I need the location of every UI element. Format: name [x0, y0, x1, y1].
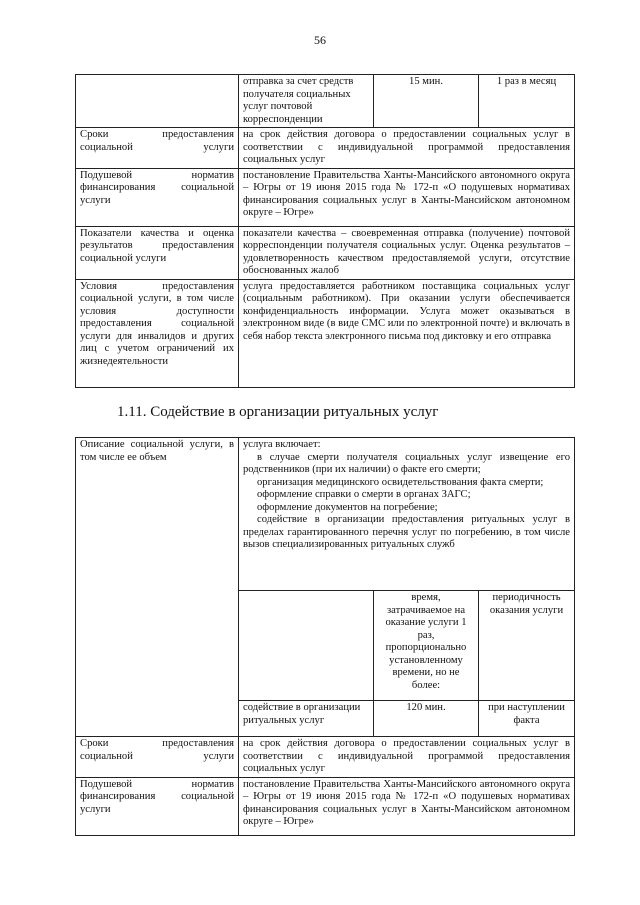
row-value: на срок действия договора о предоставлении социальных услуг в соответствии с индивидуальной программой предоставления социальных услуг	[239, 128, 575, 169]
row-label: Сроки предоставления социальной услуги	[76, 128, 239, 169]
table-row	[76, 226, 575, 279]
subservice-periodicity: при наступлении факта	[479, 701, 575, 737]
row-value: постановление Правительства Ханты-Мансийского автономного округа – Югры от 19 июня 2015 года № 172-п «О подушевых нормативах финансирования социальных услуг в Ханты-Мансийском автономном округе – Югре»	[239, 168, 575, 226]
page-number: 56	[314, 33, 326, 47]
row-label: Описание социальной услуги, в том числе ее объем	[76, 438, 239, 737]
row-label: Подушевой норматив финансирования социальной услуги	[76, 168, 239, 226]
row-label: Условия предоставления социальной услуги, в том числе условия доступности предоставления социальной услуги для инвалидов и других лиц с учетом ограничений их жизнедеятельности	[76, 279, 239, 387]
services-table	[75, 437, 575, 836]
description-item: организация медицинского освидетельствования факта смерти;	[257, 476, 544, 488]
services-table-continued	[75, 74, 575, 388]
description-item: в случае смерти получателя социальных услуг извещение его родственников (при их наличии) о факте его смерти;	[243, 451, 571, 475]
row-value: на срок действия договора о предоставлении социальных услуг в соответствии с индивидуальной программой предоставления социальных услуг	[239, 737, 575, 778]
subservice-periodicity: 1 раз в месяц	[479, 75, 575, 128]
header-time: время, затрачиваемое на оказание услуги 1 раз, пропорционально установленному времени, но не более:	[374, 591, 479, 701]
row-label: Сроки предоставления социальной услуги	[76, 737, 239, 778]
row-label: Подушевой норматив финансирования социальной услуги	[76, 777, 239, 835]
empty-label-cell	[76, 75, 239, 128]
description-item: содействие в организации предоставления ритуальных услуг в пределах гарантированного перечня услуг по погребению, в том числе вызов специализированных ритуальных служб	[243, 514, 571, 550]
row-value: услуга предоставляется работником поставщика социальных услуг (социальным работником). При оказании услуги обеспечивается конфиденциальность информации. Услуга может оказываться в электронном виде (в виде СМС или по электронной почте) и включать в себя набор текста электронного письма под диктовку и его отправка	[239, 279, 575, 387]
table-row	[76, 438, 575, 591]
description-intro: услуга включает:	[243, 439, 321, 450]
subservice-time: 120 мин.	[374, 701, 479, 737]
row-label: Показатели качества и оценка результатов предоставления социальной услуги	[76, 226, 239, 279]
table-row	[76, 279, 575, 387]
table-row	[76, 168, 575, 226]
table-row	[76, 777, 575, 835]
table-row	[76, 75, 575, 128]
description-item: оформление документов на погребение;	[257, 501, 438, 513]
service-description	[239, 438, 575, 591]
row-value: постановление Правительства Ханты-Мансийского автономного округа – Югры от 19 июня 2015 года № 172-п «О подушевых нормативах финансирования социальных услуг в Ханты-Мансийском автономном округе – Югре»	[239, 777, 575, 835]
table-row	[76, 737, 575, 778]
section-title: 1.11. Содействие в организации ритуальных услуг	[117, 404, 439, 420]
header-periodicity: периодичность оказания услуги	[479, 591, 575, 701]
empty-cell	[239, 591, 374, 701]
row-value: показатели качества – своевременная отправка (получение) почтовой корреспонденции получателя социальных услуг. Оценка результатов – удовлетворенность качеством предоставляемой услуги, отсутствие обоснованных жалоб	[239, 226, 575, 279]
subservice-name: отправка за счет средств получателя социальных услуг почтовой корреспонденции	[239, 75, 374, 128]
subservice-time: 15 мин.	[374, 75, 479, 128]
description-item: оформление справки о смерти в органах ЗАГС;	[257, 489, 471, 500]
subservice-name: содействие в организации ритуальных услуг	[239, 701, 374, 737]
table-row	[76, 128, 575, 169]
